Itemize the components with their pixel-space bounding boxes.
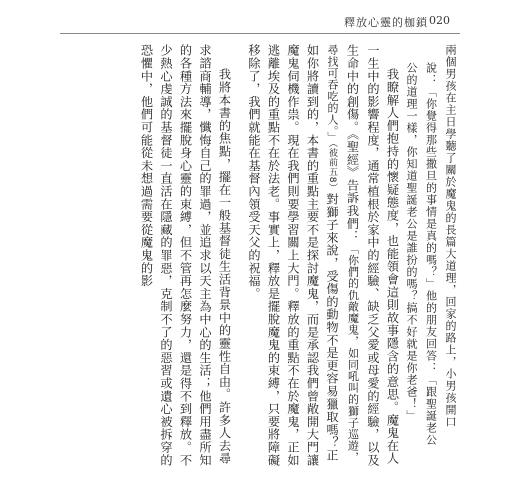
- bible-quote: 「你們的仇敵魔鬼，如同吼叫的獅子巡遊，尋找可吞吃的人。」: [326, 44, 360, 464]
- paragraph-1-text-before: 我瞭解人們抱持的懷疑態度，也能領會這則故事隱含的意思。魔鬼在人一生中的影響程度，通常植根於家中的經驗、缺乏父愛或母愛的經驗，以及生命中的創傷。《聖經》告訴我們：: [345, 44, 400, 467]
- paragraph-1: [244, 44, 402, 474]
- bible-citation: （彼前五8）: [327, 142, 337, 193]
- paragraph-1-text-after: 對獅子來說，受傷的動物不是更容易獵取嗎？正如你將讀到的，本書的重點主要不是探討魔鬼，而是承認我們曾敞開大門讓魔鬼伺機作祟。現在我們則要學習關上大門。釋放的重點不在於魔鬼，正如逃離埃及的重點不在於法老。事實上，釋放是擺脫魔鬼的束縛，只要將障礙移除了，我們就能在基督內領受天父的祝福。: [247, 44, 339, 467]
- anecdote-line-1: 兩個男孩在主日學聽了關於魔鬼的長篇大道理，回家的路上，小男孩開口: [444, 44, 457, 428]
- main-text: [60, 44, 460, 474]
- page-number: 020: [429, 14, 450, 27]
- opening-anecdote: [402, 44, 461, 474]
- running-title: 釋放心靈的枷鎖: [344, 16, 428, 29]
- anecdote-line-2: 說：「你覺得那些撒旦的事情是真的嗎？」他的朋友回答：「跟聖誕老公: [424, 61, 438, 446]
- anecdote-line-3: 公的道理一樣，你知道聖誕老公是誰扮的嗎？搞不好就是你老爸！」: [405, 61, 418, 422]
- paragraph-2: 我將本書的焦點，擺在一般基督徒生活背景中的靈性自由。許多人去尋求諮商輔導，懺悔自己的罪過，並追求以天主為中心的生活；他們用盡所知的各種方法來擺脫身心靈的束縛，但不管再怎麼努力，還是得不到釋放。不少熱心虔誠的基督徒一直活在隱藏的罪惡，克制不了的惡習或遺心被拆穿的恐懼中，他們可能從未想過需要從魔鬼的影: [139, 44, 232, 467]
- header-rule: [60, 33, 460, 34]
